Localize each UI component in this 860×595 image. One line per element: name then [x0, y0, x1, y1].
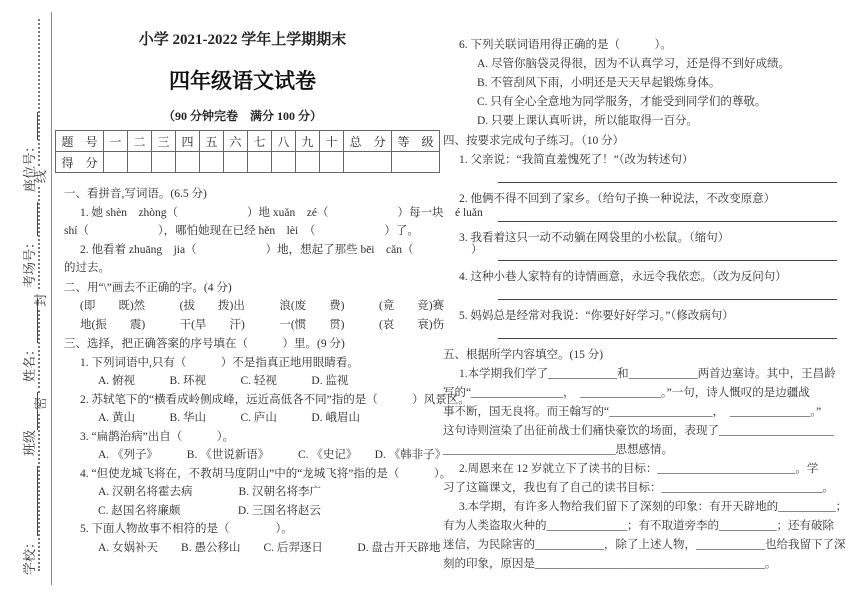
exam-term-title: 小学 2021-2022 学年上学期期末: [138, 32, 347, 48]
text-line: 3. 我看着这只一动不动躺在网袋里的小松鼠。（缩句）: [459, 232, 730, 244]
text-line: 事不断，国无良将。而王翰写的“__________________， ______________。”: [443, 406, 822, 418]
answer-line: [498, 170, 837, 183]
exam-duration-note: （90 分钟完卷 满分 100 分）: [162, 109, 322, 123]
text-line: 3. “扁鹊治病”出自（ ）。: [80, 430, 234, 443]
text-line: A. 尽管你脑袋灵得很，因为不认真学习，还是得不到好成绩。: [477, 58, 791, 70]
score-cell: [392, 152, 440, 173]
score-header-cell: 九: [296, 131, 320, 152]
answer-line: [498, 209, 837, 222]
text-line: 4. “但使龙城飞将在，不教胡马度阴山”中的“龙城飞将”指的是（ ）。: [80, 467, 452, 480]
score-header-cell: 四: [176, 131, 200, 152]
score-cell: [128, 152, 152, 173]
text-line: 5. 下面人物故事不相符的是（ ）。: [80, 523, 293, 535]
text-line: A. 女娲补天 B. 愚公移山 C. 后羿逐日 D. 盘古开天辟地: [98, 541, 441, 554]
score-header-cell: 十: [320, 131, 344, 152]
text-line: B. 不管刮风下雨，小明还是天天早起锻炼身体。: [477, 77, 721, 89]
text-line: 有为人类盗取火种的______________；有不取道旁李的__________；还有破除: [443, 520, 834, 532]
text-line: 1.本学期我们学了____________和____________两首边塞诗。其中，王昌龄: [459, 368, 836, 380]
text-line: 1. 父亲说：“我简直羞愧死了！”（改为转述句）: [459, 154, 694, 166]
score-header-cell: 五: [200, 131, 224, 152]
score-header-cell: 七: [248, 131, 272, 152]
score-cell: [344, 152, 392, 173]
score-header-cell: 三: [152, 131, 176, 152]
text-line: 的过去。: [64, 262, 110, 274]
text-line: A. 俯视 B. 环视 C. 轻视 D. 监视: [98, 375, 349, 387]
dotted-segment: [38, 19, 40, 166]
score-table: [55, 130, 440, 173]
answer-line: [498, 326, 837, 339]
text-line: D. 只要上课认真听讲，所以能取得一百分。: [477, 115, 699, 127]
text-line: 1. 下列词语中,只有（ ）不是指真正地用眼睛看。: [80, 356, 359, 369]
score-table-header-row: [56, 131, 440, 152]
text-line: A. 《列子》 B. 《世说新语》 C. 《史记》 D. 《韩非子》: [98, 449, 447, 461]
header: [55, 28, 430, 124]
text-line: 习了这篇课文，我也有了自己的读书目标：____________________________。: [443, 482, 834, 494]
section-2-heading: 二、用“\”画去不正确的字。(4 分): [64, 281, 232, 294]
exam-subject-title: 四年级语文试卷: [169, 69, 316, 93]
seal-char-feng: 封: [32, 293, 48, 307]
score-table-score-row: [56, 152, 440, 173]
dotted-segment: [38, 187, 40, 289]
text-line: 刻的印象，原因是________________________________________。: [443, 558, 777, 570]
text-line: 2.周恩来在 12 岁就立下了读书的目标：________________________。学: [459, 463, 819, 475]
dotted-segment: [38, 414, 40, 571]
score-row-label: 得 分: [56, 152, 104, 173]
text-line: 地(振 震) 干(旱 汗) 一(惯 贯) (哀 衰)伤: [80, 318, 445, 331]
score-cell: [176, 152, 200, 173]
text-line: (即 既)然 (拔 拨)出 浪(废 费) (竟 竞)赛: [80, 300, 445, 312]
text-line: A. 汉朝名将霍去病 B. 汉朝名将李广: [98, 486, 321, 498]
seal-border-line: [51, 12, 52, 585]
text-line: 3.本学期，有许多人物给我们留下了深刻的印象：有开天辟地的__________；: [459, 501, 848, 513]
text-line: 迷信，为民除害的____________，除了上述人物，____________也给我留下了深: [443, 539, 846, 551]
score-cell: [200, 152, 224, 173]
text-line: 2. 他俩不得不回到了家乡。（给句子换一种说法，不改变原意）: [459, 193, 776, 205]
seat-label: 座位号：: [21, 139, 37, 192]
text-line: 6. 下列关联词语用得正确的是（ ）。: [459, 39, 672, 51]
section-4-heading: 四、按要求完成句子练习。（10 分）: [443, 135, 625, 147]
score-header-cell: 八: [272, 131, 296, 152]
answer-line: [498, 287, 837, 300]
score-header-cell: 总 分: [344, 131, 392, 152]
score-cell: [224, 152, 248, 173]
right-column: [443, 36, 848, 574]
dotted-segment: [38, 310, 40, 392]
score-header-cell: 一: [104, 131, 128, 152]
score-cell: [248, 152, 272, 173]
seal-char-mi: 密: [32, 396, 48, 410]
score-cell: [104, 152, 128, 173]
score-header-cell: 二: [128, 131, 152, 152]
exam-room-label: 考场号：: [21, 235, 37, 288]
answer-line: [498, 248, 837, 261]
text-line: C. 赵国名将廉颇 D. 三国名将赵云: [98, 504, 321, 517]
score-header-cell: 题 号: [56, 131, 104, 152]
score-cell: [320, 152, 344, 173]
text-line: 这句诗则渲染了出征前战士们痛快豪饮的场面，表现了____________________: [443, 425, 834, 437]
text-line: 4. 这种小巷人家特有的诗情画意，永远令我依恋。（改为反问句）: [459, 271, 787, 283]
section-1-heading: 一、看拼音,写词语。(6.5 分): [64, 188, 207, 200]
section-3-heading: 三、选择，把正确答案的序号填在（ ）里。(9 分): [64, 338, 345, 350]
name-label: 姓名：: [21, 342, 37, 382]
text-line: 2. 苏轼笔下的“横看成岭侧成峰，远近高低各不同”指的是（ ）风景区。: [80, 393, 470, 406]
score-cell: [272, 152, 296, 173]
text-line: ______________________________思想感情。: [443, 444, 673, 456]
score-header-cell: 等 级: [392, 131, 440, 152]
text-line: 5. 妈妈总是经常对我说：“你要好好学习。”（修改病句）: [459, 310, 734, 322]
text-line: 写的“________________， ______________。”一句，诗人慨叹的是边疆战: [443, 387, 810, 399]
seal-line: [29, 15, 49, 575]
seal-char-xian: 线: [32, 170, 48, 184]
section-5-heading: 五、根据所学内容填空。(15 分): [443, 349, 604, 361]
left-column: [64, 184, 483, 557]
score-cell: [152, 152, 176, 173]
score-cell: [296, 152, 320, 173]
text-line: C. 只有全心全意地为同学服务，才能受到同学们的尊敬。: [477, 96, 767, 108]
text-line: shí（ ），哪怕她现在已经 hěn lèi （ ）了。: [64, 225, 419, 237]
text-line: 2. 他看着 zhuāng jia（ ）地，想起了那些 bēi cǎn（ ）: [80, 243, 483, 256]
text-line: 1. 她 shèn zhòng（ ）地 xuǎn zé（ ）每一块 é luǎn: [80, 206, 483, 219]
text-line: A. 黄山 B. 华山 C. 庐山 D. 峨眉山: [98, 412, 360, 424]
school-label: 学校：: [21, 535, 37, 575]
score-header-cell: 六: [224, 131, 248, 152]
class-label: 班级: [21, 429, 37, 456]
